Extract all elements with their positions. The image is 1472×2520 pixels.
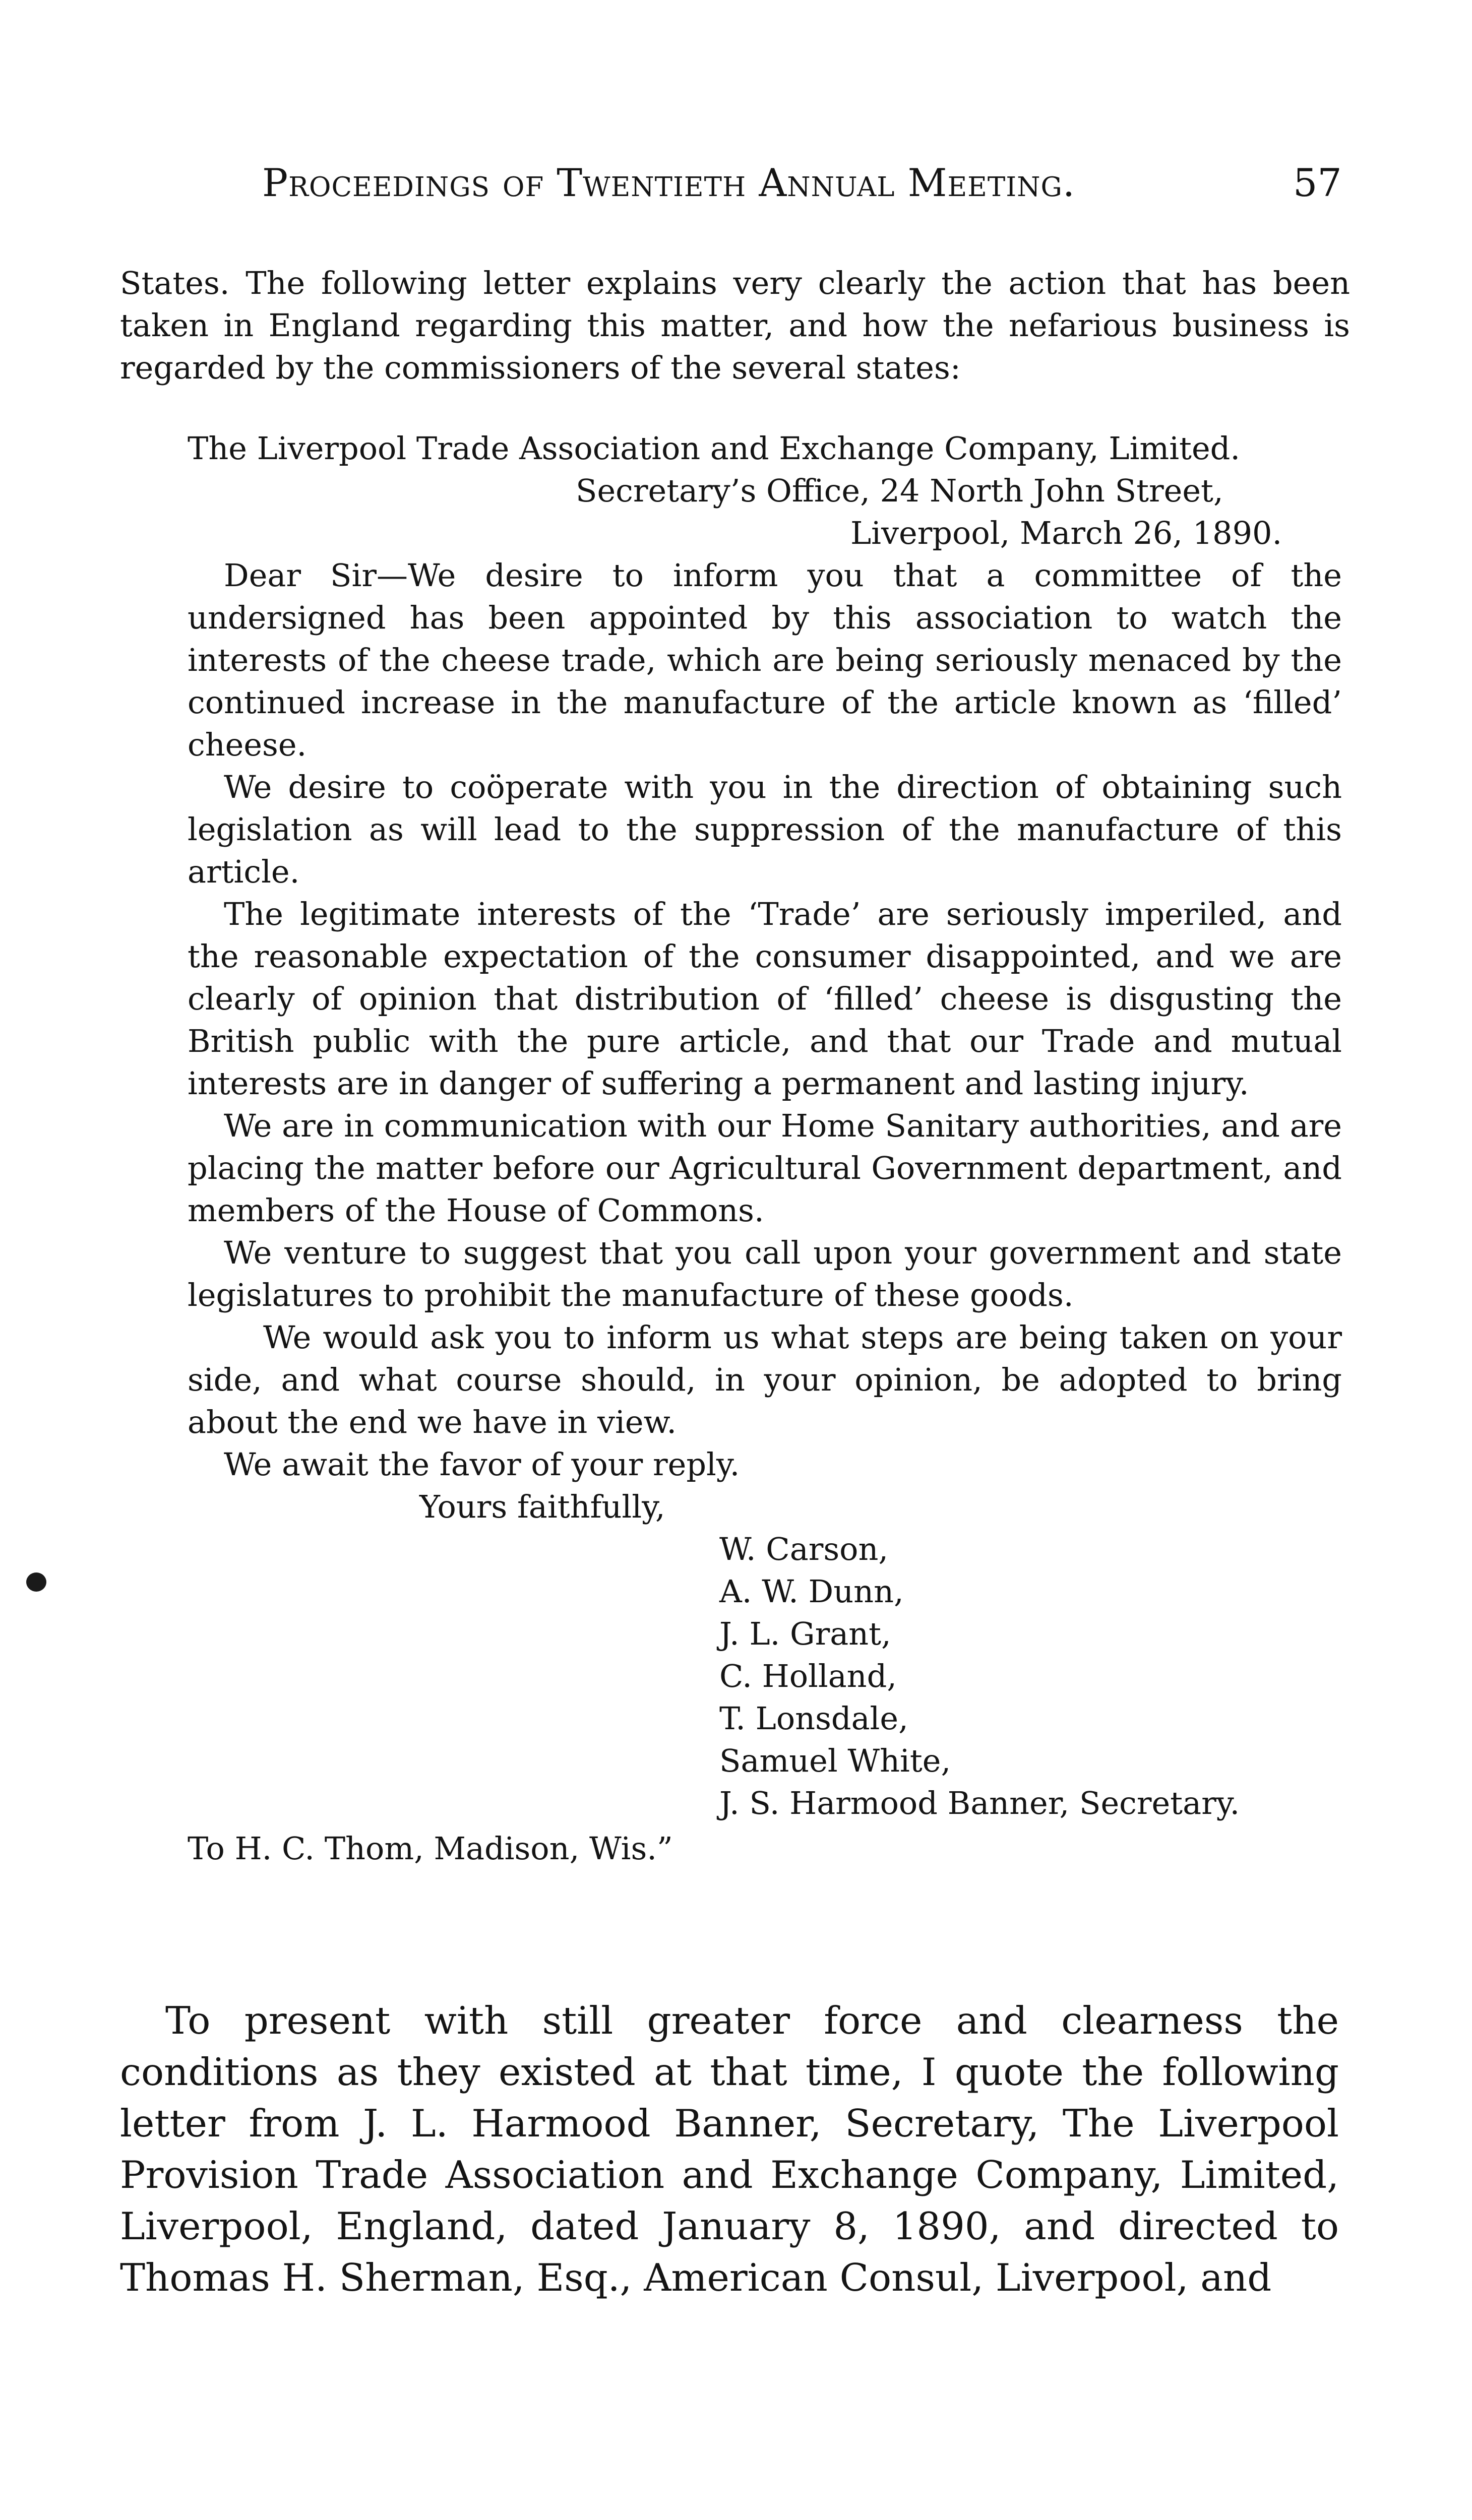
letter-paragraph: The legitimate interests of the ‘Trade’ are seriously imperiled, and the reasonable expectation of the consumer disappointed, and we are clearly of opinion that distribution of ‘filled’ cheese is disgusting the British public with the pure article, and that our Trade and mutual interests are in danger of suffering a permanent and lasting injury. bbox=[188, 896, 1342, 1102]
letter-address-line-2: Secretary’s Office, 24 North John Street, bbox=[576, 472, 1223, 509]
letter-paragraph: We desire to coöperate with you in the direction of obtaining such legislation as will lead to the suppression of the manufacture of this article. bbox=[188, 769, 1342, 890]
letter-sign-off: Yours faithfully, bbox=[419, 1488, 665, 1525]
letter-paragraph: Dear Sir—We desire to inform you that a committee of the undersigned has been appointed by this association to watch the interests of the cheese trade, which are being seriously menaced by the continued increase in the manufacture of the article known as ‘filled’ cheese. bbox=[188, 557, 1342, 763]
letter-paragraph: We would ask you to inform us what steps are being taken on your side, and what course should, in your opinion, be adopted to bring about the end we have in view. bbox=[188, 1319, 1342, 1440]
page-number: 57 bbox=[1293, 160, 1342, 205]
letter-paragraph: We venture to suggest that you call upon your government and state legislatures to prohibit the manufacture of these goods. bbox=[188, 1234, 1342, 1313]
signatory: Samuel White, bbox=[719, 1742, 951, 1779]
letter-paragraph: We are in communication with our Home Sanitary authorities, and are placing the matter before our Agricultural Government department, and members of the House of Commons. bbox=[188, 1107, 1342, 1229]
letter-address-line-1: The Liverpool Trade Association and Exchange Company, Limited. bbox=[188, 430, 1241, 467]
signatory: W. Carson, bbox=[719, 1531, 889, 1567]
intro-paragraph: States. The following letter explains very clearly the action that has been taken in England regarding this matter, and how the nefarious business is regarded by the commissioners of the several states: bbox=[120, 265, 1350, 386]
letter-closing-line: We await the favor of your reply. bbox=[224, 1446, 740, 1483]
signatory: J. S. Harmood Banner, Secretary. bbox=[719, 1785, 1240, 1821]
letter-date-line: Liverpool, March 26, 1890. bbox=[850, 515, 1282, 551]
body-paragraph: To present with still greater force and clearness the conditions as they existed at that time, I quote the following letter from J. L. Harmood Banner, Secretary, The Liverpool Provision Trade Association and Exchange Company, Limited, Liverpool, England, dated January 8, 1890, and directed to Thomas H. Sherman, Esq., American Consul, Liverpool, and bbox=[120, 1998, 1339, 2300]
signatory: C. Holland, bbox=[719, 1658, 897, 1694]
signatory-list bbox=[188, 1528, 1342, 1824]
ink-speck bbox=[26, 1572, 46, 1592]
signatory: J. L. Grant, bbox=[719, 1615, 891, 1652]
signatory: A. W. Dunn, bbox=[719, 1573, 904, 1610]
running-head: Proceedings of Twentieth Annual Meeting. bbox=[262, 160, 1076, 205]
letter-recipient: To H. C. Thom, Madison, Wis.” bbox=[188, 1830, 673, 1867]
quoted-letter bbox=[188, 427, 1342, 1870]
signatory: T. Lonsdale, bbox=[719, 1700, 908, 1737]
